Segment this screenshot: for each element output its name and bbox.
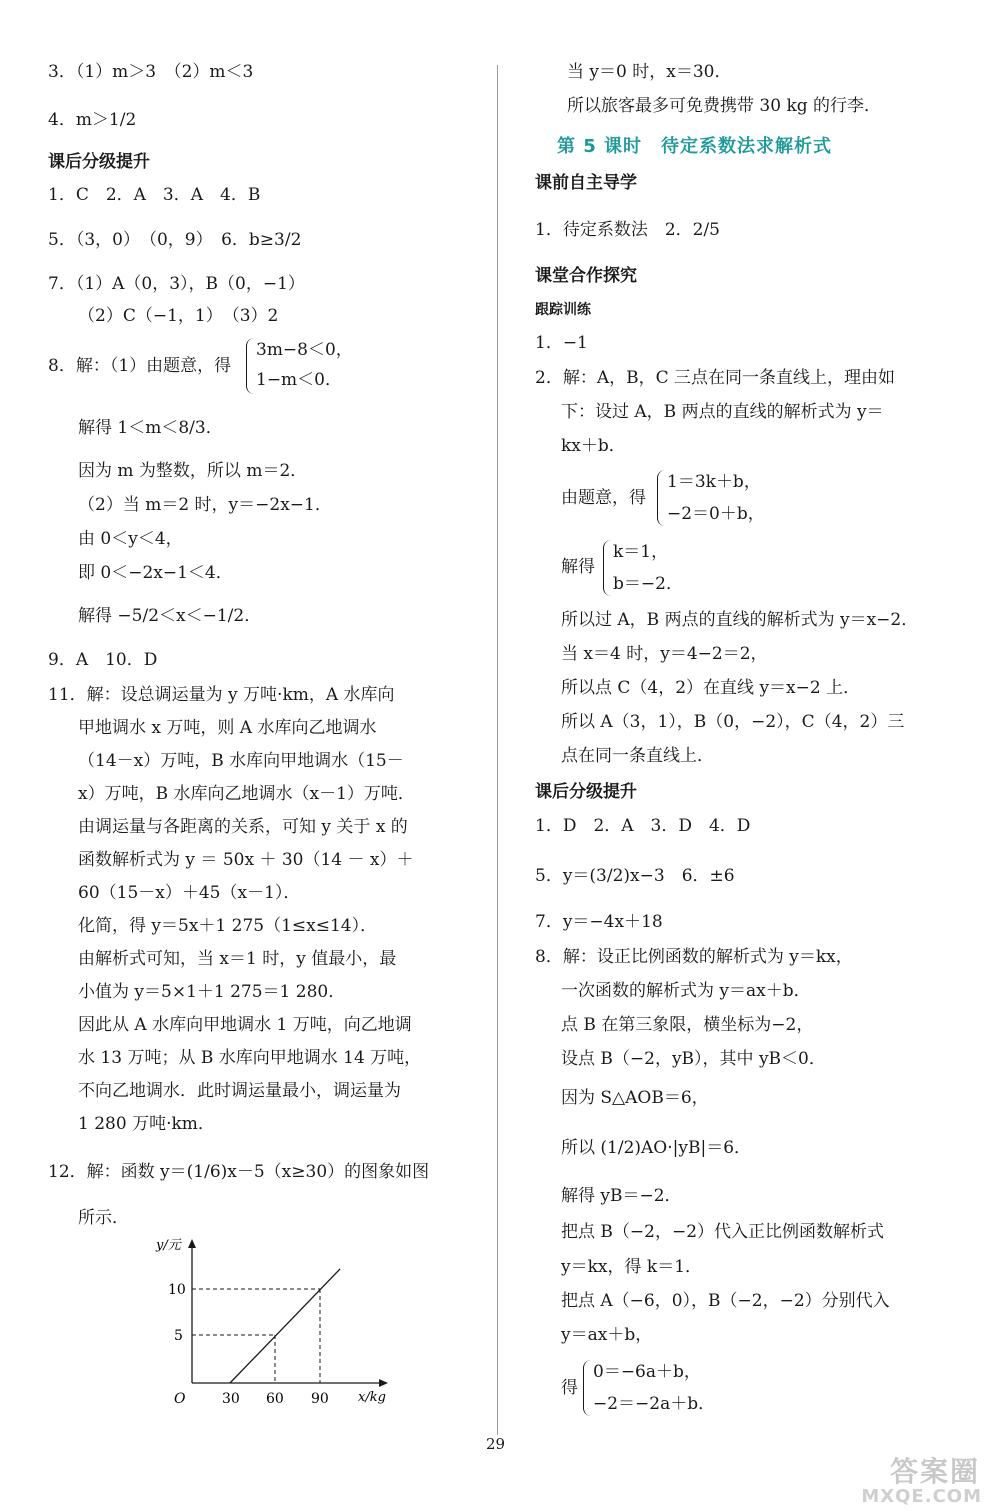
section-heading-after-class: 课后分级提升 — [48, 152, 150, 172]
tracking-2-line: kx＋b． — [561, 436, 626, 456]
tracking-2-line: 点在同一条直线上． — [561, 746, 714, 766]
pre-class-answers: 1．待定系数法 2．2/5 — [535, 220, 720, 240]
tracking-2-line: 所以点 C（4，2）在直线 y＝x−2 上． — [561, 678, 861, 698]
answer-8-line: 由 0＜y＜4， — [78, 529, 183, 549]
answer-5-6: 5．（3，0） （0，9） 6．b≥3/2 — [48, 230, 302, 250]
answer-9-10: 9．A 10．D — [48, 650, 158, 670]
answer-8-line: 一次函数的解析式为 y＝ax＋b． — [561, 981, 811, 1001]
system-line: 1−m＜0． — [256, 370, 342, 390]
answer-8-line: （2）当 m＝2 时，y＝−2x−1． — [78, 495, 332, 515]
lesson-title: 第 5 课时 待定系数法求解析式 — [557, 136, 833, 157]
page-number: 29 — [486, 1435, 506, 1453]
answer-q3: 3．（1）m＞3 （2）m＜3 — [48, 62, 254, 82]
system-line: −2＝−2a＋b． — [593, 1394, 716, 1414]
answer-8-line: 因为 m 为整数，所以 m＝2． — [78, 461, 308, 481]
continuation-line: 所以旅客最多可免费携带 30 kg 的行李． — [567, 96, 882, 116]
answer-12-line: 12．解：函数 y＝(1/6)x－5（x≥30）的图象如图 — [48, 1162, 430, 1182]
answer-11-line: x）万吨，B 水库向乙地调水（x－1）万吨． — [78, 784, 415, 804]
tracking-2-line: 当 x＝4 时，y＝4−2＝2， — [561, 644, 768, 664]
tracking-2-line: 所以过 A，B 两点的直线的解析式为 y＝x−2． — [561, 610, 919, 630]
answer-8-line: 即 0＜−2x−1＜4． — [78, 563, 233, 583]
answer-8-area: 所以 (1/2)AO·|yB|＝6． — [561, 1138, 752, 1158]
answer-11-line: 1 280 万吨·km． — [78, 1114, 215, 1134]
answer-8-get: 得 — [561, 1378, 578, 1398]
answer-11-line: 不向乙地调水．此时调运量最小，调运量为 — [78, 1081, 401, 1101]
answer-8-line: 因为 S△AOB＝6， — [561, 1088, 709, 1108]
answer-8-line: 设点 B（−2，yB），其中 yB＜0． — [561, 1049, 826, 1069]
y-axis-arrow — [188, 1239, 196, 1248]
answer-11-line: 甲地调水 x 万吨，则 A 水库向乙地调水 — [78, 718, 377, 738]
brace — [583, 1360, 592, 1416]
section-heading-after-class: 课后分级提升 — [535, 782, 637, 802]
answer-8-line: 把点 A（−6，0），B（−2，−2）分别代入 — [561, 1291, 890, 1311]
answer-7-part1: 7．（1）A（0，3），B（0，−1） — [48, 274, 305, 294]
answer-8-line: 解得 −5/2＜x＜−1/2． — [78, 606, 262, 626]
system-line: 0＝−6a＋b， — [593, 1362, 701, 1382]
watermark-url: MXQE.COM — [861, 1486, 982, 1507]
answer-8-line: 解得 1＜m＜8/3． — [78, 418, 223, 438]
answer-11-line: （14－x）万吨，B 水库向甲地调水（15－ — [78, 751, 404, 771]
y-axis-label: y/元 — [156, 1238, 181, 1253]
system-line: 1＝3k＋b， — [667, 472, 761, 492]
continuation-line: 当 y＝0 时，x＝30． — [567, 62, 732, 82]
answer-8-line: 把点 B（−2，−2）代入正比例函数解析式 — [561, 1222, 885, 1242]
system-line: b＝−2． — [613, 574, 683, 594]
answer-11-line: 由解析式可知，当 x＝1 时，y 值最小，最 — [78, 949, 397, 969]
system-line: 3m−8＜0， — [256, 340, 353, 360]
brace — [246, 338, 255, 394]
answer-7-part2: （2）C（−1，1） （3）2 — [78, 306, 279, 326]
tracking-1: 1．−1 — [535, 333, 588, 353]
answer-8-line: 解得 yB＝−2． — [561, 1186, 682, 1206]
tracking-2-line: 下：设过 A，B 两点的直线的解析式为 y＝ — [561, 402, 884, 422]
answer-1-4: 1．D 2．A 3．D 4．D — [535, 816, 751, 836]
section-heading-cooperation: 课堂合作探究 — [535, 266, 637, 286]
subheading-tracking: 跟踪训练 — [535, 302, 591, 318]
answer-11-line: 函数解析式为 y ＝ 50x ＋ 30（14 － x）＋ — [78, 850, 414, 870]
tracking-2-line: 所以 A（3，1），B（0，−2），C（4，2）三 — [561, 712, 905, 732]
tracking-2-given: 由题意，得 — [561, 488, 646, 508]
answer-5-6: 5．y＝(3/2)x−3 6．±6 — [535, 866, 735, 886]
function-line — [230, 1269, 340, 1383]
system-line: k＝1， — [613, 542, 669, 562]
answer-8-line: y＝ax＋b， — [561, 1325, 653, 1345]
y-tick-label: 10 — [168, 1282, 186, 1298]
system-line: −2＝0＋b， — [667, 504, 765, 524]
section-heading-pre-class: 课前自主导学 — [535, 173, 637, 193]
x-axis-arrow — [379, 1379, 388, 1387]
answer-11-line: 因此从 A 水库向甲地调水 1 万吨，向乙地调 — [78, 1015, 412, 1035]
function-graph — [150, 1235, 410, 1415]
x-tick-label: 60 — [266, 1391, 284, 1407]
brace — [603, 540, 612, 596]
brace — [657, 470, 666, 526]
x-tick-label: 90 — [311, 1391, 329, 1407]
x-tick-label: 30 — [222, 1391, 240, 1407]
watermark-logo: 答案圈 — [889, 1455, 980, 1488]
answer-12-line: 所示． — [78, 1208, 129, 1228]
answer-1-4: 1．C 2．A 3．A 4．B — [48, 185, 261, 205]
answer-8-line: 点 B 在第三象限，横坐标为−2， — [561, 1015, 814, 1035]
tracking-2-solved: 解得 — [561, 557, 595, 577]
answer-q4: 4．m＞1/2 — [48, 110, 137, 130]
x-axis-label: x/kg — [358, 1390, 386, 1405]
y-tick-label: 5 — [174, 1328, 183, 1344]
column-divider — [497, 65, 498, 1435]
answer-11-line: 化简，得 y＝5x＋1 275（1≤x≤14）． — [78, 916, 378, 936]
answer-7: 7．y＝−4x＋18 — [535, 912, 663, 932]
tracking-2-line: 2．解：A，B，C 三点在同一条直线上，理由如 — [535, 368, 895, 388]
answer-8-line: 8．解：设正比例函数的解析式为 y＝kx， — [535, 947, 853, 967]
answer-8-intro: 8．解：（1）由题意，得 — [48, 356, 232, 376]
answer-11-line: 小值为 y＝5×1＋1 275＝1 280． — [78, 982, 346, 1002]
answer-11-line: 60（15－x）＋45（x－1）． — [78, 883, 301, 903]
answer-11-line: 水 13 万吨；从 B 水库向甲地调水 14 万吨， — [78, 1048, 422, 1068]
origin-label: O — [174, 1391, 186, 1407]
answer-8-line: y＝kx，得 k＝1． — [561, 1257, 703, 1277]
answer-11-line: 由调运量与各距离的关系，可知 y 关于 x 的 — [78, 817, 408, 837]
answer-11-line: 11．解：设总调运量为 y 万吨·km，A 水库向 — [48, 685, 395, 705]
